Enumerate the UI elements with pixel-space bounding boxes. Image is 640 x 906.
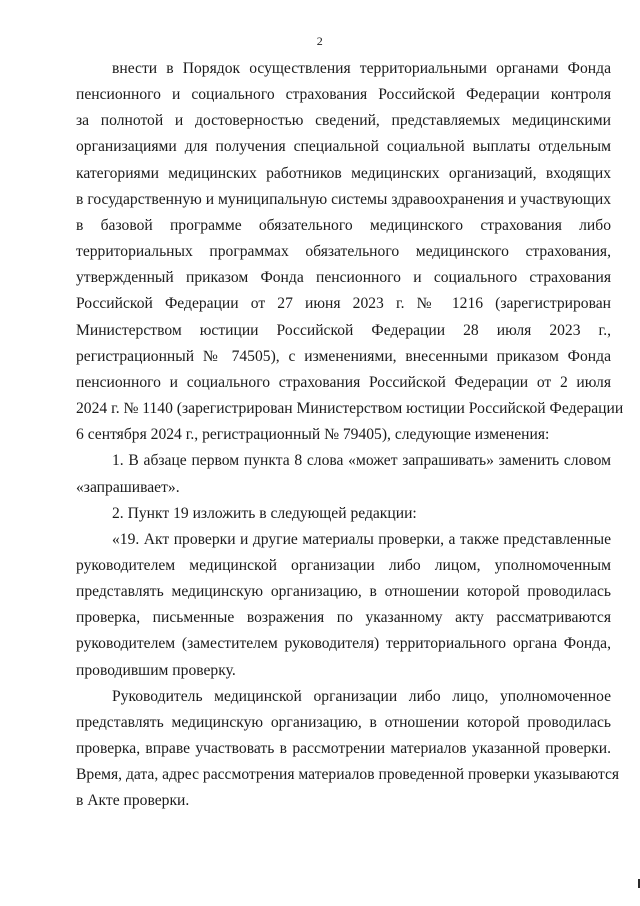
text-line: 6 сентября 2024 г., регистрационный № 79405), следующие изменения: (76, 426, 550, 444)
text-line: организациями для получения специальной социальной выплаты отдельным (76, 138, 611, 156)
text-line: руководителем медицинской организации либо лицом, уполномоченным (76, 556, 611, 574)
text-line: проводившим проверку. (76, 661, 236, 679)
text-line: 2. Пункт 19 изложить в следующей редакции: (112, 504, 417, 522)
text-line: в Акте проверки. (76, 792, 190, 810)
text-line: территориальных программах обязательного медицинского страхования, (76, 243, 611, 261)
text-line: в государственную и муниципальную системы здравоохранения и участвующих (76, 190, 611, 208)
text-line: представлять медицинскую организацию, в отношении которой проводилась (76, 583, 611, 601)
text-line: «19. Акт проверки и другие материалы проверки, а также представленные (112, 530, 611, 548)
text-line: представлять медицинскую организацию, в отношении которой проводилась (76, 713, 611, 731)
text-line: Российской Федерации от 27 июня 2023 г. № 1216 (зарегистрирован (76, 295, 611, 313)
text-line: Министерством юстиции Российской Федерации 28 июля 2023 г., (76, 321, 611, 339)
text-line: Время, дата, адрес рассмотрения материалов проведенной проверки указываются (76, 766, 620, 784)
paragraph-intro (76, 56, 624, 448)
text-line: в базовой программе обязательного медицинского страхования либо (76, 216, 611, 234)
text-line: пенсионного и социального страхования Российской Федерации контроля (76, 86, 611, 104)
text-line: 1. В абзаце первом пункта 8 слова «может запрашивать» заменить словом (112, 452, 611, 470)
text-line: пенсионного и социального страхования Российской Федерации от 2 июля (76, 373, 611, 391)
page-number: 2 (316, 34, 324, 48)
paragraph-head-participation (76, 684, 620, 815)
text-line: внести в Порядок осуществления территориальными органами Фонда (112, 60, 611, 77)
paragraph-item-1 (76, 448, 611, 500)
paragraph-item-2 (76, 501, 611, 527)
text-line: проверка, вправе участвовать в рассмотрении материалов указанной проверки. (76, 740, 611, 758)
paragraph-clause-19 (76, 527, 611, 684)
text-line: регистрационный № 74505), с изменениями, внесенными приказом Фонда (76, 347, 611, 365)
text-line: утвержденный приказом Фонда пенсионного и социального страхования (76, 269, 611, 287)
text-line: руководителем (заместителем руководителя) территориального органа Фонда, (76, 635, 611, 653)
text-line: за полнотой и достоверностью сведений, представляемых медицинскими (76, 112, 611, 130)
text-line: 2024 г. № 1140 (зарегистрирован Министерством юстиции Российской Федерации (76, 400, 624, 418)
text-line: «запрашивает». (76, 478, 180, 496)
text-line: категориями медицинских работников медицинских организаций, входящих (76, 164, 611, 182)
text-line: проверка, письменные возражения по указанному акту рассматриваются (76, 609, 611, 627)
document-body (76, 56, 624, 815)
text-line: Руководитель медицинской организации либо лицо, уполномоченное (112, 687, 611, 705)
